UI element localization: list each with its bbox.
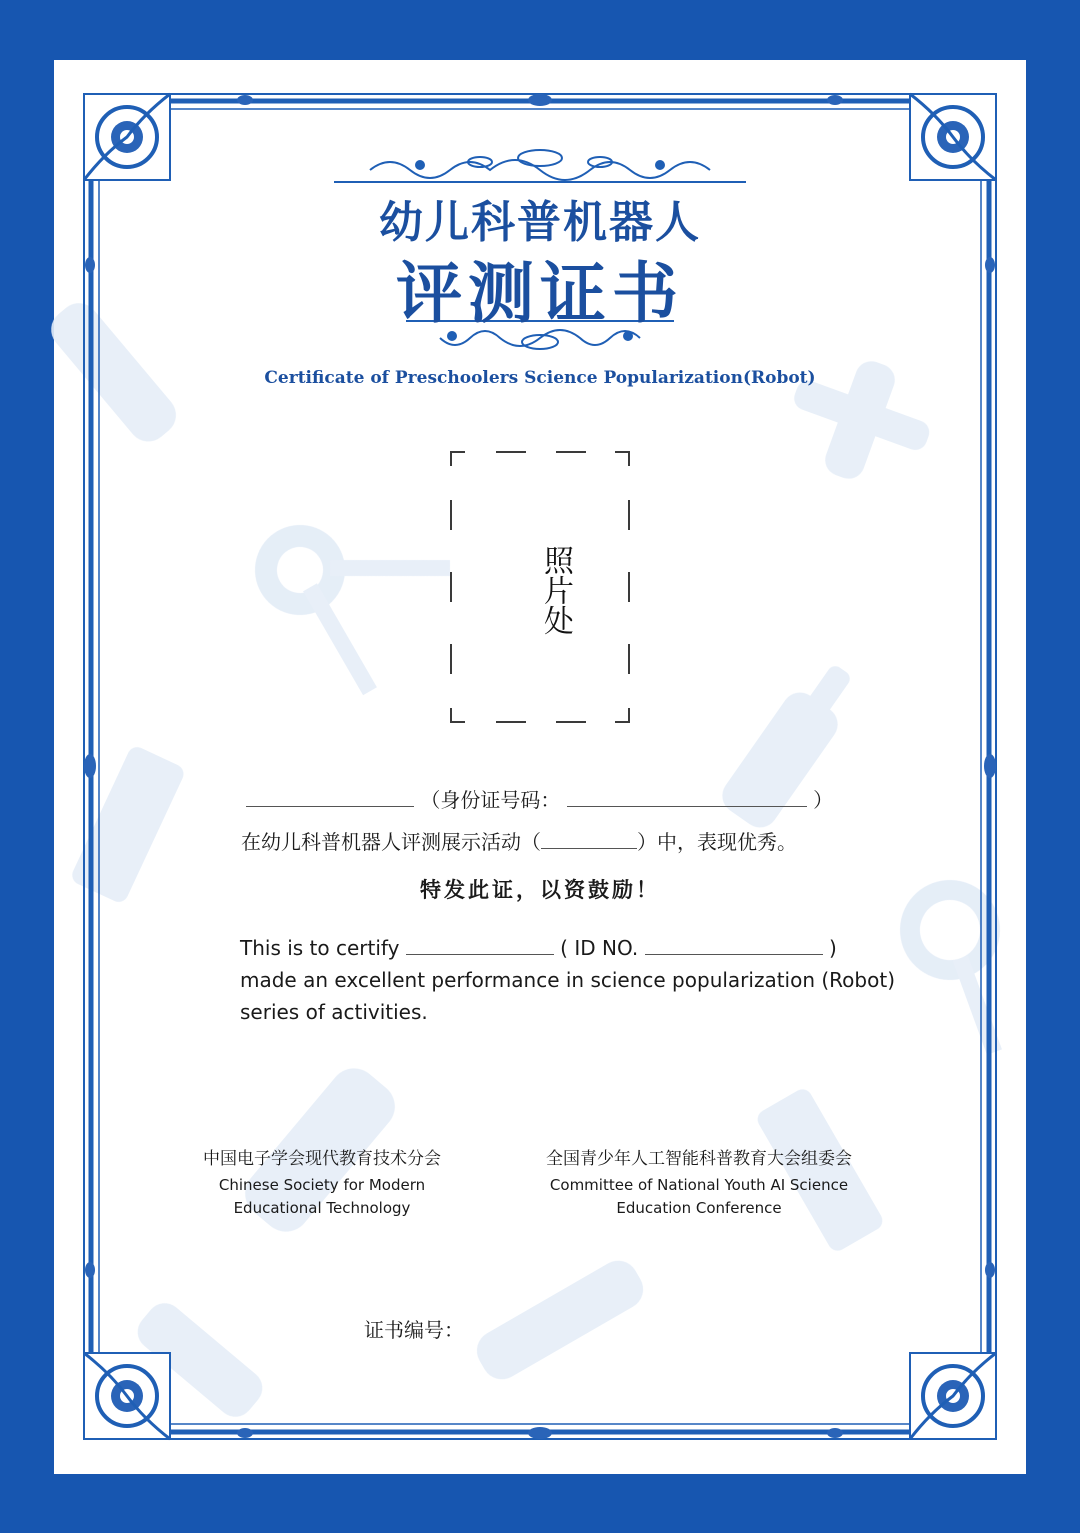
certificate-title-line1: 幼儿科普机器人 [379,197,701,248]
issuer-right-name-cn: 全国青少年人工智能科普教育大会组委会 [546,1149,852,1169]
recipient-name-blank[interactable] [246,788,414,807]
certificate-title-line2: 评测证书 [396,254,684,332]
issuer-right [524,1144,874,1220]
issuer-left [172,1144,472,1220]
activity-blank[interactable] [541,830,637,849]
watermark-pattern [43,295,1032,1424]
certificate-number-label: 证书编号： [364,1318,464,1342]
en-line-performance: made an excellent performance in science popularization (Robot) [240,968,895,992]
certificate-english-title: Certificate of Preschoolers Science Popularization(Robot) [264,368,816,388]
issuer-left-name-en-2: Educational Technology [233,1199,411,1217]
issuer-left-name-cn: 中国电子学会现代教育技术分会 [203,1149,441,1169]
activity-prefix: 在幼儿科普机器人评测展示活动（ [241,830,541,854]
activity-suffix: ）中，表现优秀。 [637,830,797,854]
en-line-series: series of activities. [240,1000,428,1024]
id-number-blank[interactable] [567,788,807,807]
en-recipient-blank[interactable] [406,936,554,955]
certify-prefix: This is to certify [240,936,400,960]
id-number-label: （身份证号码： [420,788,561,812]
photo-placeholder-label: 照片处 [538,545,573,635]
title-flourish-top [334,150,746,182]
cn-line-activity [241,826,797,855]
issuer-right-name-en-2: Education Conference [616,1199,782,1217]
id-number-close: ） [813,788,834,812]
issuer-right-name-en-1: Committee of National Youth AI Science [549,1176,849,1194]
cn-line-id [246,784,833,813]
en-id-prefix: ( ID NO. [560,936,639,960]
en-id-blank[interactable] [645,936,823,955]
en-line-certify [240,936,837,960]
en-id-close: ) [828,936,837,960]
award-statement: 特发此证，以资鼓励！ [420,878,660,902]
issuer-left-name-en-1: Chinese Society for Modern [218,1176,426,1194]
